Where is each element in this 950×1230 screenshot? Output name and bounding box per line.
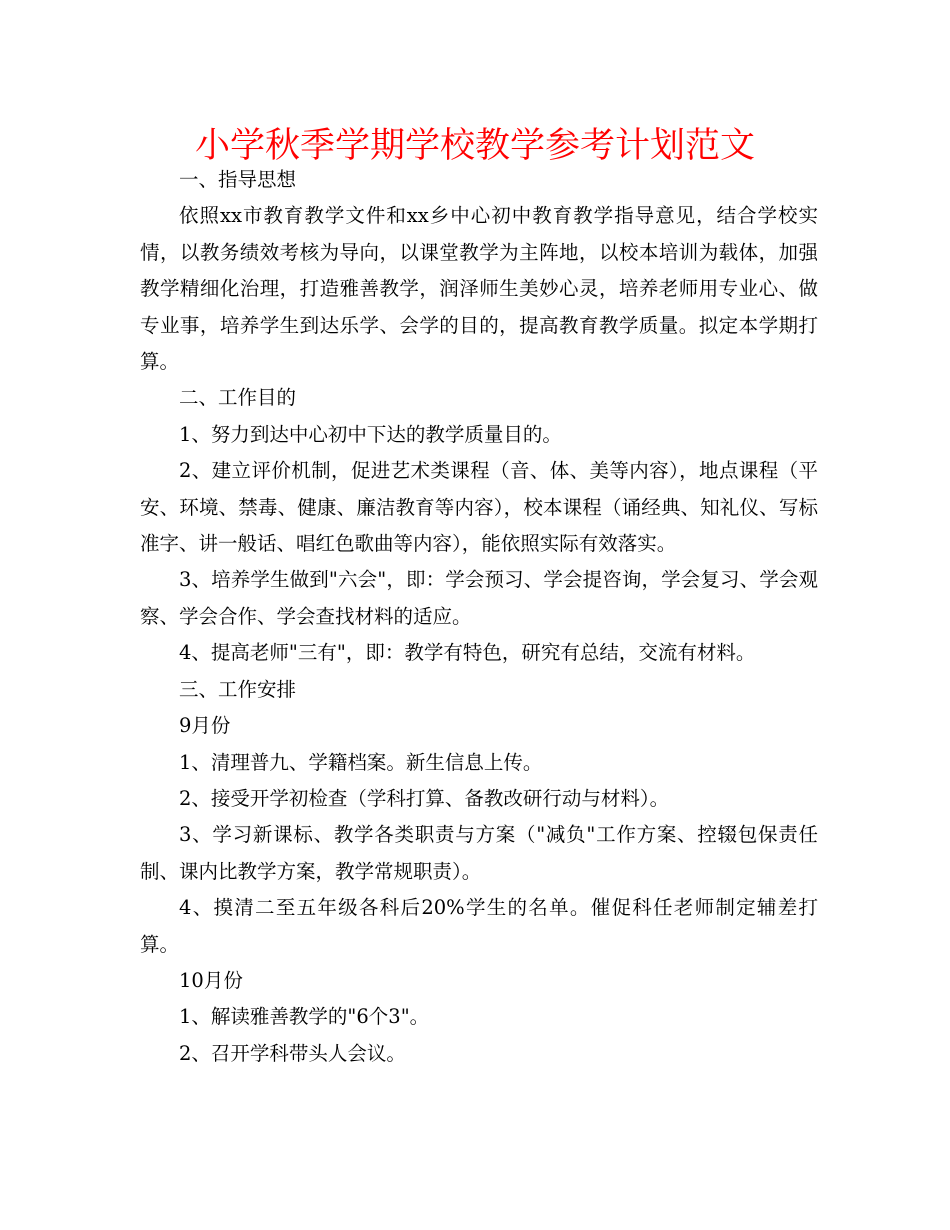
october-item-2: 2、召开学科带头人会议。 (179, 1041, 406, 1065)
document-body (140, 162, 818, 1072)
month-heading-september: 9月份 (179, 714, 231, 738)
goal-item-3: 3、培养学生做到"六会"，即：学会预习、学会提咨询，学会复习、学会观察、学会合作、学会查找材料的适应。 (140, 568, 818, 628)
goal-item-2: 2、建立评价机制，促进艺术类课程（音、体、美等内容），地点课程（平安、环境、禁毒、健康、廉洁教育等内容），校本课程（诵经典、知礼仪、写标准字、讲一般话、唱红色歌曲等内容），能依照实际有效落实。 (140, 459, 818, 556)
september-item-4: 4、摸清二至五年级各科后20%学生的名单。催促科任老师制定辅差打算。 (140, 896, 818, 956)
september-item-2: 2、接受开学初检查（学科打算、备教改研行动与材料）。 (179, 786, 670, 810)
october-item-1: 1、解读雅善教学的"6个3"。 (179, 1005, 430, 1029)
september-item-1: 1、清理普九、学籍档案。新生信息上传。 (179, 750, 543, 774)
paragraph-guiding-ideology: 依照xx市教育教学文件和xx乡中心初中教育教学指导意见，结合学校实情，以教务绩效考核为导向，以课堂教学为主阵地，以校本培训为载体，加强教学精细化治理，打造雅善教学，润泽师生美妙心灵，培养老师用专业心、做专业事，培养学生到达乐学、会学的目的，提高教育教学质量。拟定本学期打算。 (140, 204, 818, 374)
heading-work-goals: 二、工作目的 (179, 386, 297, 410)
goal-item-1: 1、努力到达中心初中下达的教学质量目的。 (179, 422, 562, 446)
month-heading-october: 10月份 (179, 968, 243, 992)
september-item-3: 3、学习新课标、教学各类职责与方案（"减负"工作方案、控辍包保责任制、课内比教学方案，教学常规职责）。 (140, 823, 818, 883)
document-title: 小学秋季学期学校教学参考计划范文 (194, 126, 755, 166)
goal-item-4: 4、提高老师"三有"，即：教学有特色，研究有总结，交流有材料。 (179, 641, 756, 665)
heading-work-arrangement: 三、工作安排 (179, 677, 297, 701)
heading-guiding-ideology: 一、指导思想 (179, 168, 297, 191)
